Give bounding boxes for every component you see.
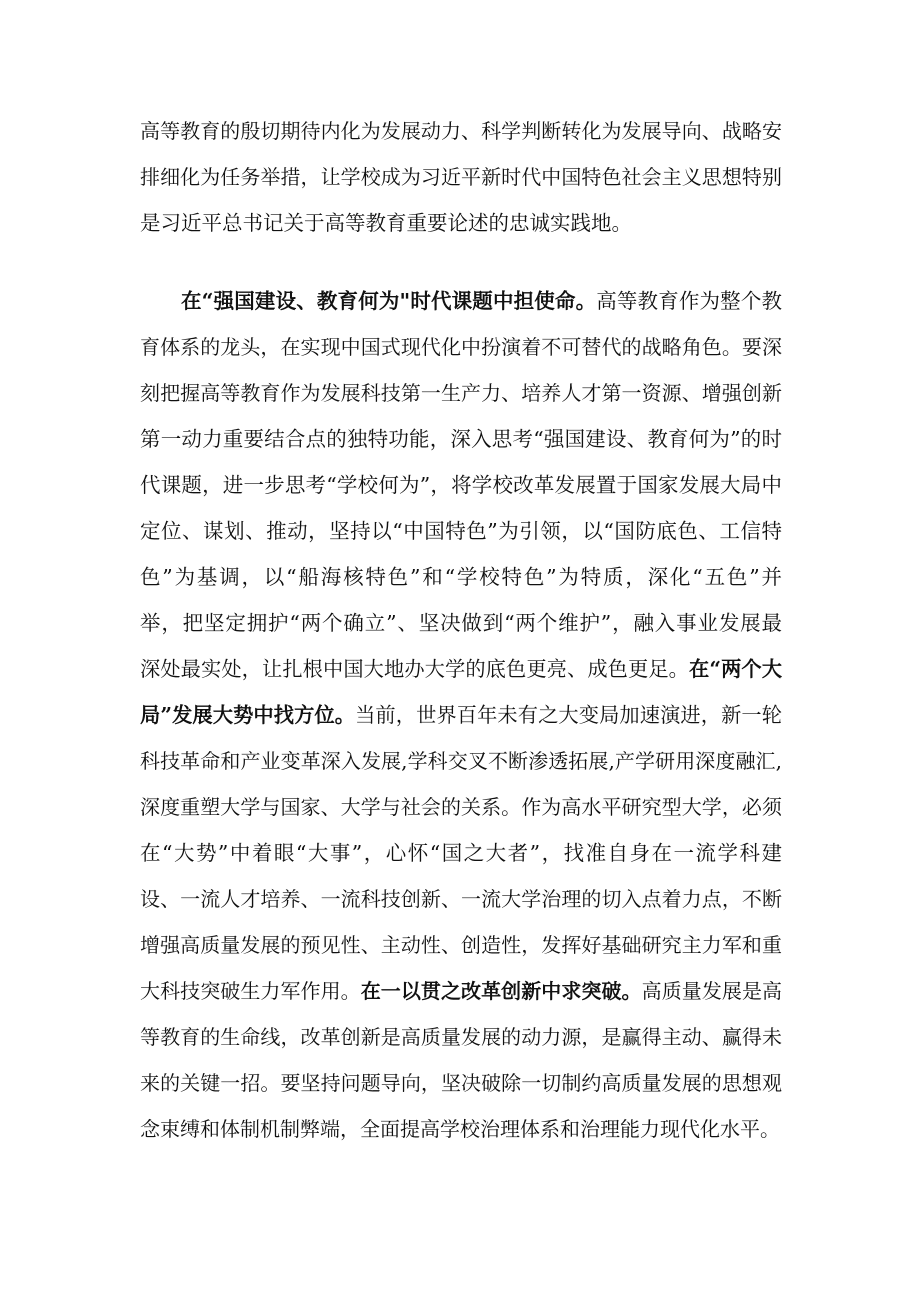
text-line: [140, 327, 782, 367]
text-run: 当前，世界百年未有之大变局加速演进，新一轮: [355, 703, 782, 727]
text-run: 举，把坚定拥护“两个确立”、坚决做到“两个维护”，融入事业发展最: [140, 611, 782, 635]
section-heading: 在“两个大: [689, 657, 782, 681]
text-run: 在“大势”中着眼“大事”，心怀“国之大者”，找准自身在一流学科建: [140, 841, 782, 865]
text-run: 设、一流人才培养、一流科技创新、一流大学治理的切入点着力点，不断: [140, 887, 782, 911]
text-line: [140, 603, 782, 643]
section-heading: 局”发展大势中找方位。: [140, 703, 356, 727]
text-run: 大科技突破生力军作用。: [140, 979, 361, 1003]
text-run: 色”为基调，以“船海核特色”和“学校特色”为特质，深化“五色”并: [140, 565, 782, 589]
text-run: 来的关键一招。要坚持问题导向，坚决破除一切制约高质量发展的思想观: [140, 1071, 782, 1095]
text-line: [140, 971, 782, 1011]
text-run: 深处最实处，让扎根中国大地办大学的底色更亮、成色更足。: [140, 657, 689, 681]
text-run: 高质量发展是高: [641, 979, 783, 1003]
text-line: [140, 203, 782, 243]
section-heading: 在“强国建设、教育何为"时代课题中担使命。: [181, 289, 597, 313]
text-run: 刻把握高等教育作为发展科技第一生产力、培养人才第一资源、增强创新: [140, 381, 782, 405]
text-line: [140, 557, 782, 597]
text-line: [140, 157, 782, 197]
text-line: [140, 649, 782, 689]
text-line: [140, 111, 782, 151]
text-run: 深度重塑大学与国家、大学与社会的关系。作为高水平研究型大学，必须: [140, 795, 782, 819]
text-run: 是习近平总书记关于高等教育重要论述的忠诚实践地。: [140, 211, 632, 235]
text-line: [140, 1109, 782, 1149]
text-line: [140, 879, 782, 919]
text-line: [140, 1063, 782, 1103]
text-run: 代课题，进一步思考“学校何为”，将学校改革发展置于国家发展大局中: [140, 473, 782, 497]
text-line: [140, 925, 782, 965]
text-line: [140, 741, 782, 781]
text-line: [140, 419, 782, 459]
text-line: [140, 373, 782, 413]
text-run: 定位、谋划、推动，坚持以“中国特色”为引领，以“国防底色、工信特: [140, 519, 782, 543]
text-line: [140, 787, 782, 827]
text-run: 排细化为任务举措，让学校成为习近平新时代中国特色社会主义思想特别: [140, 165, 782, 189]
text-run: 高等教育作为整个教: [596, 289, 782, 313]
text-run: 等教育的生命线，改革创新是高质量发展的动力源，是赢得主动、赢得未: [140, 1025, 782, 1049]
section-heading: 在一以贯之改革创新中求突破。: [360, 979, 642, 1003]
text-line: [140, 1017, 782, 1057]
text-line: [140, 511, 782, 551]
text-run: 科技革命和产业变革深入发展,学科交叉不断渗透拓展,产学研用深度融汇,: [140, 749, 782, 773]
text-run: 增强高质量发展的预见性、主动性、创造性，发挥好基础研究主力军和重: [140, 933, 782, 957]
text-line: [140, 833, 782, 873]
text-line: [140, 695, 782, 735]
text-run: 高等教育的殷切期待内化为发展动力、科学判断转化为发展导向、战略安: [140, 119, 782, 143]
text-line: [181, 281, 782, 321]
text-run: 育体系的龙头，在实现中国式现代化中扮演着不可替代的战略角色。要深: [140, 335, 782, 359]
text-line: [140, 465, 782, 505]
text-run: 第一动力重要结合点的独特功能，深入思考“强国建设、教育何为”的时: [140, 427, 782, 451]
text-run: 念束缚和体制机制弊端，全面提高学校治理体系和治理能力现代化水平。: [140, 1117, 780, 1141]
